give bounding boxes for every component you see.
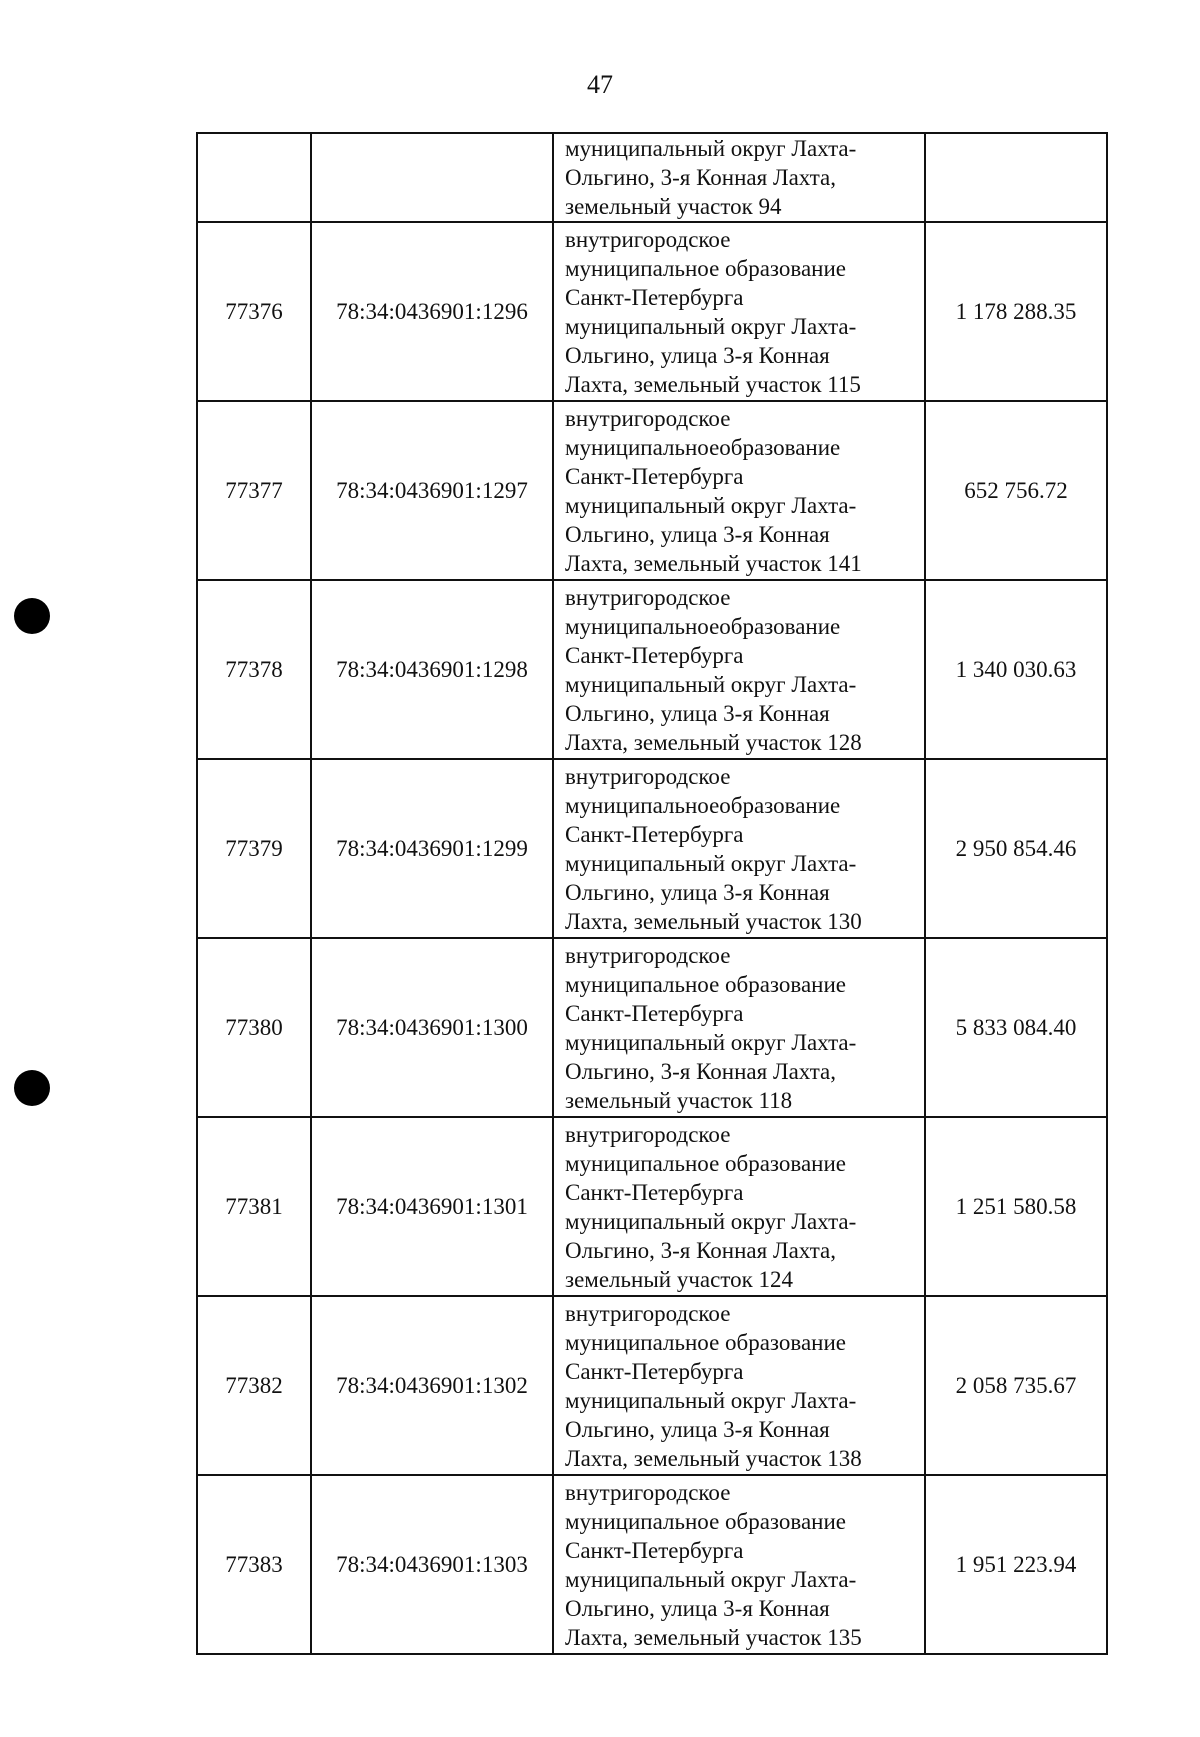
address-line: муниципальный округ Лахта- (565, 1208, 857, 1234)
row-number-cell: 77379 (197, 759, 311, 938)
table-row (197, 1475, 1107, 1654)
table-row-continuation (197, 133, 1107, 222)
address-line: муниципальное образование (565, 971, 846, 997)
address-cell (553, 401, 925, 580)
address-line: муниципальный округ Лахта- (565, 850, 857, 876)
cadastral-value-cell: 2 058 735.67 (925, 1296, 1107, 1475)
table-row (197, 222, 1107, 401)
address-line: муниципальное образование (565, 1329, 846, 1355)
table-row (197, 938, 1107, 1117)
cadastral-value-cell: 652 756.72 (925, 401, 1107, 580)
address-line: Санкт-Петербурга (565, 463, 744, 489)
address-line: муниципальный округ Лахта- (565, 136, 857, 161)
address-line: внутригородское (565, 763, 731, 789)
cadastral-number-cell: 78:34:0436901:1303 (311, 1475, 553, 1654)
row-number-cell: 77377 (197, 401, 311, 580)
address-line: внутригородское (565, 584, 731, 610)
row-number-cell: 77382 (197, 1296, 311, 1475)
address-line: муниципальный округ Лахта- (565, 671, 857, 697)
address-line: Лахта, земельный участок 141 (565, 550, 862, 576)
table-row (197, 580, 1107, 759)
address-line: Санкт-Петербурга (565, 284, 744, 310)
address-line: Санкт-Петербурга (565, 1179, 744, 1205)
address-line: муниципальное образование (565, 1150, 846, 1176)
address-line: Лахта, земельный участок 130 (565, 908, 862, 934)
address-line: Лахта, земельный участок 135 (565, 1624, 862, 1650)
address-line: Лахта, земельный участок 128 (565, 729, 862, 755)
cadastral-number-cell: 78:34:0436901:1300 (311, 938, 553, 1117)
cadastral-number-cell (311, 133, 553, 222)
address-line: Ольгино, улица 3-я Конная (565, 1595, 830, 1621)
cadastral-value-cell (925, 133, 1107, 222)
row-number-cell: 77383 (197, 1475, 311, 1654)
address-line: земельный участок 118 (565, 1087, 793, 1113)
address-cell (553, 1296, 925, 1475)
table-body (197, 133, 1107, 1654)
address-line: муниципальноеобразование (565, 434, 841, 460)
address-cell (553, 1475, 925, 1654)
address-line: Санкт-Петербурга (565, 642, 744, 668)
address-line: Санкт-Петербурга (565, 821, 744, 847)
address-line: земельный участок 94 (565, 194, 782, 219)
address-line: Ольгино, 3-я Конная Лахта, (565, 165, 836, 190)
table-row (197, 401, 1107, 580)
address-line: Ольгино, 3-я Конная Лахта, (565, 1237, 836, 1263)
address-cell (553, 1117, 925, 1296)
punch-hole-mark (14, 1070, 50, 1106)
address-line: Ольгино, улица 3-я Конная (565, 1416, 830, 1442)
cadastral-value-cell: 1 251 580.58 (925, 1117, 1107, 1296)
cadastral-number-cell: 78:34:0436901:1297 (311, 401, 553, 580)
table-row (197, 759, 1107, 938)
address-line: внутригородское (565, 226, 731, 252)
row-number-cell: 77380 (197, 938, 311, 1117)
address-line: земельный участок 124 (565, 1266, 794, 1292)
land-plot-table (196, 132, 1108, 1655)
address-line: Ольгино, улица 3-я Конная (565, 342, 830, 368)
cadastral-value-cell: 2 950 854.46 (925, 759, 1107, 938)
address-line: муниципальный округ Лахта- (565, 1566, 857, 1592)
cadastral-number-cell: 78:34:0436901:1296 (311, 222, 553, 401)
row-number-cell: 77381 (197, 1117, 311, 1296)
address-line: Ольгино, 3-я Конная Лахта, (565, 1058, 836, 1084)
address-line: внутригородское (565, 1121, 731, 1147)
address-line: Ольгино, улица 3-я Конная (565, 879, 830, 905)
cadastral-value-cell: 1 178 288.35 (925, 222, 1107, 401)
row-number-cell (197, 133, 311, 222)
cadastral-number-cell: 78:34:0436901:1301 (311, 1117, 553, 1296)
address-line: муниципальное образование (565, 1508, 846, 1534)
address-line: муниципальный округ Лахта- (565, 1387, 857, 1413)
address-line: Санкт-Петербурга (565, 1358, 744, 1384)
cadastral-number-cell: 78:34:0436901:1299 (311, 759, 553, 938)
row-number-cell: 77378 (197, 580, 311, 759)
address-line: Ольгино, улица 3-я Конная (565, 700, 830, 726)
address-line: Санкт-Петербурга (565, 1537, 744, 1563)
address-line: внутригородское (565, 1479, 731, 1505)
address-line: Ольгино, улица 3-я Конная (565, 521, 830, 547)
cadastral-value-cell: 5 833 084.40 (925, 938, 1107, 1117)
address-line: Лахта, земельный участок 115 (565, 371, 861, 397)
table-row (197, 1296, 1107, 1475)
address-line: муниципальное образование (565, 255, 846, 281)
address-cell (553, 222, 925, 401)
address-line: муниципальноеобразование (565, 613, 841, 639)
address-line: муниципальный округ Лахта- (565, 492, 857, 518)
cadastral-value-cell: 1 340 030.63 (925, 580, 1107, 759)
address-line: муниципальный округ Лахта- (565, 313, 857, 339)
address-line: Санкт-Петербурга (565, 1000, 744, 1026)
page-number: 47 (587, 70, 613, 99)
address-line: Лахта, земельный участок 138 (565, 1445, 862, 1471)
punch-hole-mark (14, 598, 50, 634)
address-cell (553, 133, 925, 222)
address-line: внутригородское (565, 1300, 731, 1326)
address-cell (553, 759, 925, 938)
address-line: муниципальный округ Лахта- (565, 1029, 857, 1055)
address-cell (553, 580, 925, 759)
cadastral-value-cell: 1 951 223.94 (925, 1475, 1107, 1654)
row-number-cell: 77376 (197, 222, 311, 401)
address-line: внутригородское (565, 405, 731, 431)
cadastral-number-cell: 78:34:0436901:1298 (311, 580, 553, 759)
cadastral-number-cell: 78:34:0436901:1302 (311, 1296, 553, 1475)
address-line: муниципальноеобразование (565, 792, 841, 818)
table-row (197, 1117, 1107, 1296)
address-cell (553, 938, 925, 1117)
address-line: внутригородское (565, 942, 731, 968)
